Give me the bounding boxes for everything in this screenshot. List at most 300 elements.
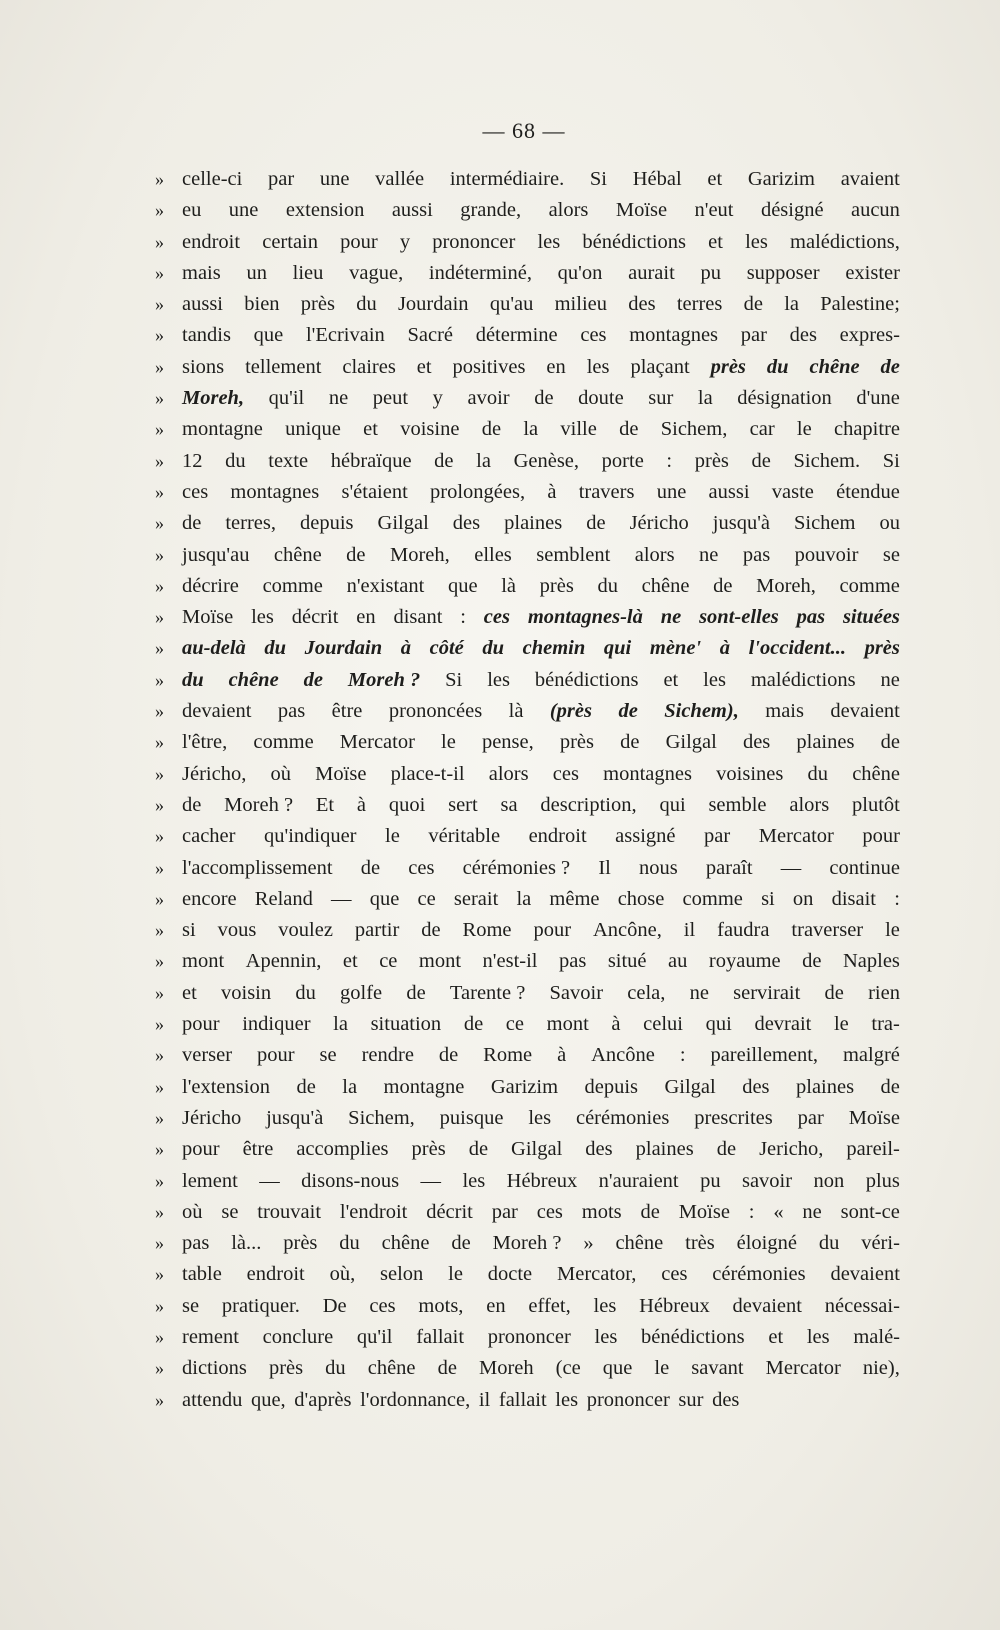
word: par — [740, 324, 767, 347]
text-line — [155, 696, 900, 727]
word: des — [742, 731, 771, 754]
text-line — [155, 540, 900, 571]
text-line — [155, 477, 900, 508]
word: alors — [634, 543, 675, 566]
text-line — [155, 1072, 900, 1103]
quote-mark: » — [155, 388, 164, 409]
word: n'auraient — [598, 1169, 679, 1192]
word: paraît — [705, 856, 753, 879]
page-number: — 68 — — [482, 118, 566, 143]
word: car — [749, 418, 775, 441]
word: de — [406, 981, 426, 1004]
line-content — [182, 1197, 900, 1228]
word: du — [295, 981, 316, 1004]
italic-word: qui — [603, 637, 632, 660]
word: ville — [560, 418, 597, 441]
quote-mark: » — [155, 1264, 164, 1285]
italic-word: du — [182, 668, 204, 691]
line-content — [182, 1103, 900, 1134]
quote-mark: » — [155, 356, 164, 377]
word: Si — [882, 449, 900, 472]
line-content — [182, 508, 900, 539]
word: près — [300, 293, 335, 316]
quote-mark: » — [155, 1295, 164, 1316]
word: Moreh — [478, 1357, 534, 1380]
word: Sichem, — [348, 1106, 415, 1129]
word: selon — [380, 1263, 424, 1286]
word: de — [586, 512, 606, 535]
word: vous — [217, 919, 257, 942]
word: exister — [845, 261, 900, 284]
word: sa — [500, 793, 518, 816]
word: terres, — [225, 512, 277, 535]
word: travers — [578, 480, 635, 503]
word: prononcer — [586, 1388, 670, 1411]
word: la — [697, 387, 713, 410]
word: comme — [262, 574, 323, 597]
word: voisin — [221, 981, 272, 1004]
word: du — [818, 1232, 840, 1255]
word: des — [628, 293, 656, 316]
word: par — [268, 168, 295, 190]
word: les — [594, 1325, 618, 1348]
word: — — [420, 1169, 442, 1192]
word: être — [242, 1138, 274, 1161]
word: disant — [393, 606, 443, 629]
word: où — [270, 762, 291, 785]
word: Gilgal — [664, 1075, 716, 1098]
line-content — [182, 289, 900, 320]
line-content — [182, 790, 900, 821]
quote-mark: » — [155, 888, 164, 909]
italic-word: montagnes-là — [527, 606, 643, 629]
word: qu'on — [557, 261, 603, 284]
word: mais — [765, 700, 804, 723]
word: du — [325, 1357, 346, 1380]
quote-mark: » — [155, 575, 164, 596]
italic-word: près — [710, 355, 746, 378]
word: près — [283, 1232, 318, 1255]
line-content — [182, 1072, 900, 1103]
word: faudra — [717, 919, 770, 942]
line-content — [182, 1353, 900, 1384]
word: servirait — [733, 981, 801, 1004]
quote-mark: » — [155, 1170, 164, 1191]
word: Moïse — [678, 1200, 730, 1223]
word: de — [824, 981, 844, 1004]
word: cacher — [182, 825, 236, 848]
word: — — [780, 856, 802, 879]
word: depuis — [584, 1075, 639, 1098]
word: alors — [789, 793, 830, 816]
word: unique — [285, 418, 341, 441]
text-line — [155, 1197, 900, 1228]
quote-mark: » — [155, 169, 164, 189]
word: lement — [182, 1169, 238, 1192]
word: pour — [182, 1138, 220, 1161]
word: de — [182, 512, 202, 535]
word: Tarente ? — [449, 981, 526, 1004]
word: à — [611, 1013, 621, 1036]
word: véri- — [861, 1232, 900, 1255]
word: pour — [533, 919, 572, 942]
text-line — [155, 1385, 900, 1416]
word: la — [342, 1075, 358, 1098]
word: l'ordonnance, — [360, 1388, 471, 1411]
word: chêne — [852, 762, 900, 785]
word: Hébal — [632, 168, 682, 190]
word: golfe — [340, 981, 383, 1004]
text-line — [155, 320, 900, 351]
word: et — [707, 168, 723, 190]
word: peut — [372, 387, 409, 410]
word: les — [487, 668, 510, 691]
word: ces — [369, 1294, 396, 1317]
word: devaient — [830, 1263, 900, 1286]
italic-word: au-delà — [182, 637, 246, 660]
quote-mark: » — [155, 1014, 164, 1035]
line-content — [182, 1385, 900, 1416]
line-content — [182, 540, 900, 571]
word: Gilgal — [665, 731, 717, 754]
word: y — [432, 387, 443, 410]
text-line — [155, 884, 900, 915]
word: l'extension — [182, 1075, 270, 1098]
word: l'être, — [182, 731, 228, 754]
word: Garizim — [747, 168, 815, 190]
word: ou — [879, 512, 900, 535]
word: Hébreux — [506, 1169, 578, 1192]
word: ne — [689, 981, 709, 1004]
word: de — [451, 1232, 471, 1255]
word: une — [228, 199, 259, 222]
word: d'après — [294, 1388, 352, 1411]
word: Moreh, — [756, 574, 816, 597]
word: devrait — [754, 1013, 812, 1036]
word: docte — [487, 1263, 533, 1286]
word: si — [761, 887, 775, 910]
word: effet, — [528, 1294, 571, 1317]
word: de — [438, 1044, 459, 1067]
word: du — [339, 1232, 360, 1255]
word: de — [713, 574, 733, 597]
word: De — [322, 1294, 347, 1317]
quote-mark: » — [155, 826, 164, 847]
word: le — [885, 919, 900, 942]
line-content — [182, 853, 900, 884]
line-content — [182, 571, 900, 602]
word: Rome — [462, 919, 512, 942]
word: la — [523, 418, 539, 441]
word: disait — [831, 887, 877, 910]
italic-word: sont-elles — [699, 606, 779, 629]
word: de — [619, 418, 639, 441]
word: de — [463, 1013, 484, 1036]
word: verser — [182, 1044, 233, 1067]
word: près — [268, 1357, 304, 1380]
italic-word: (près — [549, 700, 592, 723]
word: sur — [678, 1388, 704, 1411]
word: ce — [379, 950, 398, 973]
text-line — [155, 571, 900, 602]
word: de — [743, 293, 763, 316]
word: n'eut — [694, 199, 734, 222]
word: si — [182, 919, 196, 942]
word: pu — [700, 1169, 721, 1192]
word: chose — [617, 887, 665, 910]
word: assigné — [615, 825, 676, 848]
word: aucun — [850, 199, 900, 222]
word: se — [882, 543, 900, 566]
word: Et — [315, 793, 335, 816]
word: là — [508, 700, 524, 723]
word: plaines — [504, 512, 563, 535]
word: le — [654, 1357, 670, 1380]
word: de — [421, 919, 441, 942]
word: porte — [601, 449, 644, 472]
text-line — [155, 1291, 900, 1322]
word: 12 — [182, 449, 203, 472]
text-line — [155, 383, 900, 414]
word: où, — [329, 1263, 356, 1286]
line-content — [182, 1009, 900, 1040]
word: indéterminé, — [428, 261, 532, 284]
word: nie), — [862, 1357, 900, 1380]
word: en — [546, 355, 566, 378]
word: savoir — [741, 1169, 793, 1192]
text-line — [155, 978, 900, 1009]
word: alors — [548, 199, 589, 222]
word: plutôt — [852, 793, 900, 816]
word: fallait — [498, 1388, 547, 1411]
word: Sacré — [407, 324, 453, 347]
word: endroit — [528, 825, 587, 848]
word: et — [708, 230, 723, 253]
word: — — [331, 887, 352, 910]
word: montagnes — [230, 480, 320, 503]
word: aussi — [391, 199, 433, 222]
word: lieu — [292, 261, 324, 284]
word: du — [356, 293, 377, 316]
word: Moïse — [848, 1106, 900, 1129]
text-line — [155, 759, 900, 790]
word: prescrites — [694, 1106, 773, 1129]
italic-word: chemin — [522, 637, 586, 660]
line-content — [182, 352, 900, 383]
word: : — [894, 887, 900, 910]
word: intermédiaire. — [449, 168, 565, 190]
word: positives — [452, 355, 526, 378]
word: par — [797, 1106, 824, 1129]
word: de — [751, 449, 771, 472]
text-line — [155, 1009, 900, 1040]
quote-mark: » — [155, 481, 164, 502]
word: Gilgal — [377, 512, 429, 535]
italic-word: Moreh ? — [347, 668, 421, 691]
quote-mark: » — [155, 1233, 164, 1254]
quote-mark: » — [155, 294, 164, 315]
word: Si — [589, 168, 608, 190]
text-line — [155, 1322, 900, 1353]
word: y — [399, 230, 411, 253]
word: Il — [598, 856, 611, 879]
word: chapitre — [833, 418, 900, 441]
line-content — [182, 1040, 900, 1071]
word: Jéricho — [182, 1106, 242, 1129]
word: ne — [880, 668, 900, 691]
line-content — [182, 727, 900, 758]
word: sions — [182, 355, 225, 378]
word: de — [620, 731, 640, 754]
word: malgré — [842, 1044, 900, 1067]
word: là — [501, 574, 516, 597]
text-line — [155, 665, 900, 696]
text-line — [155, 289, 900, 320]
word: Si — [445, 668, 463, 691]
word: décrit — [426, 1200, 473, 1223]
word: jusqu'à — [266, 1106, 324, 1129]
word: avaient — [840, 168, 900, 190]
word: près — [559, 731, 595, 754]
word: table — [182, 1263, 222, 1286]
word: pratiquer. — [221, 1294, 300, 1317]
quote-mark: » — [155, 638, 164, 659]
word: : — [748, 1200, 755, 1223]
word: cérémonies — [712, 1263, 806, 1286]
word: Mercator — [765, 1357, 841, 1380]
word: Moïse — [182, 606, 234, 629]
word: se — [319, 1044, 337, 1067]
word: qu'indiquer — [264, 825, 357, 848]
line-content — [182, 227, 900, 258]
text-line — [155, 446, 900, 477]
word: se — [221, 1200, 239, 1223]
text-line — [155, 633, 900, 664]
word: Rome — [483, 1044, 533, 1067]
word: éloigné — [736, 1232, 797, 1255]
word: les — [555, 1388, 579, 1411]
text-line — [155, 1353, 900, 1384]
quote-mark: » — [155, 1076, 164, 1097]
word: que — [447, 574, 478, 597]
word: mont — [546, 1013, 589, 1036]
word: bénédictions — [534, 668, 639, 691]
word: montagne — [182, 418, 263, 441]
word: pouvoir — [794, 543, 859, 566]
text-line — [155, 195, 900, 226]
body-text — [155, 164, 900, 1416]
word: ne — [328, 387, 349, 410]
text-line — [155, 602, 900, 633]
word: étendue — [836, 480, 900, 503]
word: se — [182, 1294, 200, 1317]
word: certain — [262, 230, 318, 253]
italic-word: pas — [796, 606, 826, 629]
line-content — [182, 978, 900, 1009]
word: que — [602, 1357, 633, 1380]
word: supposer — [746, 261, 820, 284]
word: désigné — [760, 199, 824, 222]
word: désignation — [737, 387, 832, 410]
quote-mark: » — [155, 920, 164, 941]
line-content — [182, 665, 900, 696]
line-content — [182, 1228, 900, 1259]
word: Gilgal — [511, 1138, 563, 1161]
line-content — [182, 915, 900, 946]
word: et — [663, 668, 679, 691]
word: accomplies — [296, 1138, 389, 1161]
word: prolongées, — [430, 480, 526, 503]
word: pas — [558, 950, 587, 973]
word: aussi — [708, 480, 750, 503]
quote-mark: » — [155, 1326, 164, 1347]
word: plus — [865, 1169, 900, 1192]
word: de — [468, 1138, 489, 1161]
text-line — [155, 1228, 900, 1259]
word: attendu — [182, 1388, 243, 1411]
word: et — [768, 1325, 784, 1348]
word: mont — [418, 950, 462, 973]
word: mots, — [418, 1294, 464, 1317]
quote-mark: » — [155, 669, 164, 690]
word: description, — [540, 793, 637, 816]
quote-mark: » — [155, 951, 164, 972]
word: chêne — [273, 543, 322, 566]
word: claires — [342, 355, 396, 378]
word: décrire — [182, 574, 239, 597]
word: elles — [474, 543, 512, 566]
word: détermine — [475, 324, 558, 347]
word: extension — [285, 199, 365, 222]
word: cérémonies — [575, 1106, 670, 1129]
word: pas — [742, 543, 771, 566]
line-content — [182, 1322, 900, 1353]
quote-mark: » — [155, 982, 164, 1003]
line-content — [182, 164, 900, 195]
word: les — [745, 230, 768, 253]
italic-word: chêne — [809, 355, 860, 378]
word: eu — [182, 199, 202, 222]
word: un — [246, 261, 267, 284]
line-content — [182, 821, 900, 852]
word: jusqu'à — [712, 512, 770, 535]
word: texte — [268, 449, 309, 472]
word: depuis — [300, 512, 354, 535]
word: malédictions — [750, 668, 856, 691]
word: Sichem — [793, 512, 856, 535]
word: Apennin, — [245, 950, 322, 973]
word: malé- — [853, 1325, 900, 1348]
word: la — [476, 449, 491, 472]
word: rement — [182, 1325, 239, 1348]
word: plaçant — [630, 355, 690, 378]
word: à — [356, 793, 367, 816]
word: de — [182, 793, 202, 816]
word: tandis — [182, 324, 231, 347]
word: des — [789, 324, 817, 347]
text-line — [155, 915, 900, 946]
text-line — [155, 508, 900, 539]
text-line — [155, 1134, 900, 1165]
word: endroit — [246, 1263, 305, 1286]
word: et — [416, 355, 432, 378]
word: Moreh ? — [224, 793, 294, 816]
word: les — [251, 606, 274, 629]
word: et — [363, 418, 378, 441]
word: semblent — [536, 543, 611, 566]
word: » — [583, 1232, 594, 1255]
word: décrit — [291, 606, 339, 629]
